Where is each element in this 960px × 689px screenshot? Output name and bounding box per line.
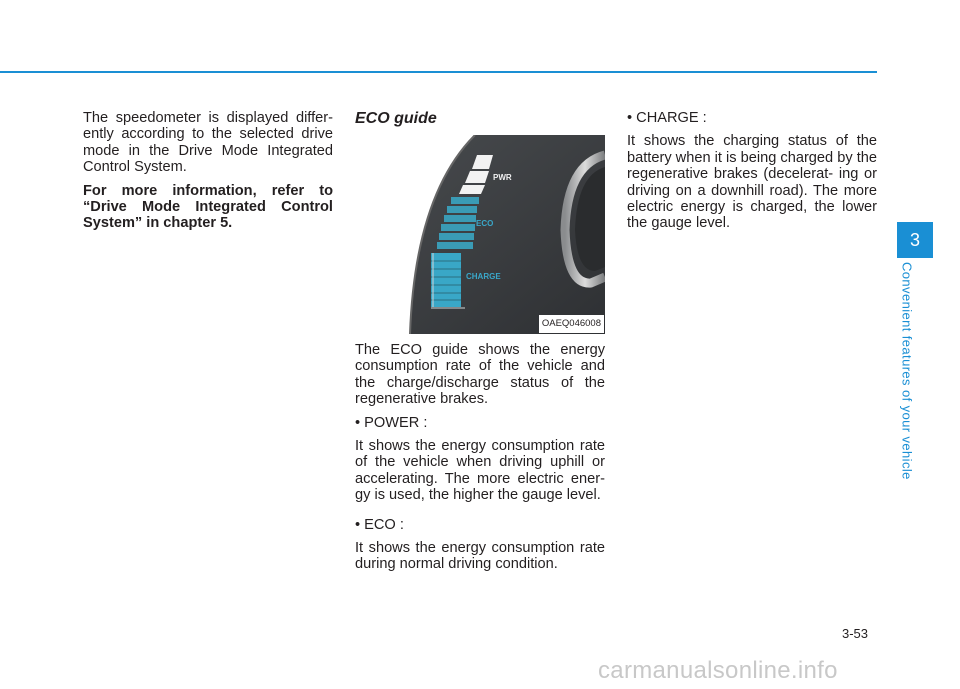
power-bullet: • POWER : bbox=[355, 414, 428, 431]
pwr-label: PWR bbox=[493, 173, 512, 182]
page-number: 3-53 bbox=[842, 626, 869, 641]
charge-bullet: • CHARGE : bbox=[627, 110, 707, 126]
reference-paragraph: For more information, refer to “Drive Mode Integrated Control System” in chapter 5. bbox=[83, 182, 333, 232]
eco-guide-intro: The ECO guide shows the energy consumption rate of the vehicle and the charge/discharge status of the regenerative brakes. bbox=[355, 342, 605, 408]
eco-guide-heading: ECO guide bbox=[355, 110, 437, 127]
column-1 bbox=[83, 110, 333, 239]
charge-description: It shows the charging status of the battery when it is being charged by the regenerative brakes (decelerat- ing or driving on a downhill road). The more electric energy is charged, the lower the gauge level. bbox=[627, 133, 877, 232]
charge-label: CHARGE bbox=[466, 272, 501, 281]
eco-description: It shows the energy consumption rate during normal driving condition. bbox=[355, 540, 605, 573]
charge-segments bbox=[431, 253, 465, 308]
top-rule bbox=[0, 71, 877, 73]
eco-gauge-illustration bbox=[355, 135, 605, 334]
eco-bullet: • ECO : bbox=[355, 516, 404, 533]
figure-code: OAEQ046008 bbox=[539, 315, 604, 333]
column-2 bbox=[355, 110, 605, 580]
watermark: carmanualsonline.info bbox=[598, 657, 838, 684]
power-description: It shows the energy consumption rate of the vehicle when driving uphill or accelerating. The more electric ener- gy is used, the higher the gauge level. bbox=[355, 438, 605, 504]
chapter-title: Convenient features of your vehicle bbox=[899, 262, 915, 480]
chapter-title-tab bbox=[897, 262, 933, 492]
eco-label: ECO bbox=[476, 219, 494, 228]
eco-guide-figure bbox=[355, 135, 605, 334]
chapter-number-tab: 3 bbox=[897, 222, 933, 258]
column-3 bbox=[627, 110, 877, 239]
speedometer-paragraph: The speedometer is displayed differ- ently according to the selected drive mode in the Drive Mode Integrated Control System. bbox=[83, 110, 333, 176]
